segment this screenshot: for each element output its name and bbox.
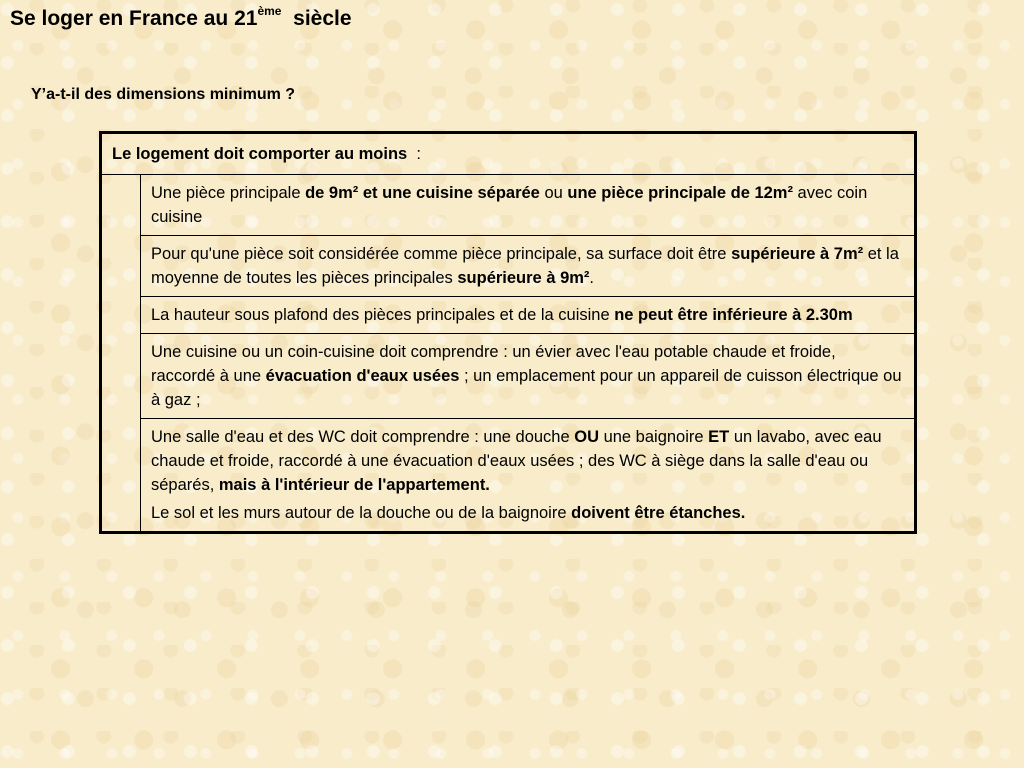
page-title-suffix: siècle bbox=[293, 7, 352, 30]
emphasis-text: supérieure à 9m² bbox=[457, 269, 590, 287]
body-text: ; un emplacement pour un appareil de cuisson électrique ou à gaz ; bbox=[151, 367, 902, 409]
requirement-cell bbox=[141, 175, 916, 236]
body-text: Pour qu'une pièce soit considérée comme pièce principale, sa surface doit être bbox=[151, 245, 732, 263]
page-title-superscript: ème bbox=[257, 4, 282, 18]
requirement-cell bbox=[141, 236, 916, 297]
page-title bbox=[10, 6, 352, 31]
body-text: Le sol et les murs autour de la douche ou de la baignoire bbox=[151, 504, 572, 522]
body-text: et la moyenne de toutes les pièces principales bbox=[151, 245, 899, 287]
requirement-text bbox=[151, 340, 904, 412]
requirements-table bbox=[99, 131, 917, 534]
requirement-cell bbox=[141, 297, 916, 334]
table-row bbox=[101, 334, 916, 419]
body-text: . bbox=[589, 269, 595, 287]
emphasis-text: ne peut être inférieure à 2.30m bbox=[614, 306, 853, 324]
body-text: Une salle d'eau et des WC doit comprendre : une douche bbox=[151, 428, 575, 446]
body-text: une baignoire bbox=[598, 428, 709, 446]
table-row bbox=[101, 297, 916, 334]
table-header-cell bbox=[101, 133, 916, 175]
requirement-text bbox=[151, 181, 904, 229]
body-text: Une cuisine ou un coin-cuisine doit comprendre : un évier avec l'eau potable chaude et froide, raccordé à une bbox=[151, 343, 836, 385]
table-header-colon: : bbox=[416, 145, 421, 163]
emphasis-text: mais à l'intérieur de l'appartement. bbox=[218, 476, 490, 494]
page-subtitle: Y’a-t-il des dimensions minimum ? bbox=[31, 86, 296, 103]
empty-margin-cell bbox=[101, 175, 141, 533]
requirement-cell bbox=[141, 334, 916, 419]
requirement-text bbox=[151, 425, 904, 497]
emphasis-text: OU bbox=[574, 428, 599, 446]
requirement-text bbox=[151, 242, 904, 290]
body-text: un lavabo, avec eau chaude et froide, raccordé à une évacuation d'eaux usées ; des WC à siège dans la salle d'eau ou séparés, bbox=[151, 428, 882, 494]
body-text: ou bbox=[539, 184, 568, 202]
body-text: Une pièce principale bbox=[151, 184, 306, 202]
table-header-row bbox=[101, 133, 916, 175]
requirement-text bbox=[151, 303, 904, 327]
emphasis-text: supérieure à 7m² bbox=[731, 245, 864, 263]
emphasis-text: évacuation d'eaux usées bbox=[265, 367, 460, 385]
table-row bbox=[101, 175, 916, 236]
table-row bbox=[101, 419, 916, 533]
page-title-text: Se loger en France au 21 bbox=[10, 7, 258, 30]
body-text: avec coin cuisine bbox=[151, 184, 868, 226]
requirement-cell bbox=[141, 419, 916, 533]
emphasis-text: une pièce principale de 12m² bbox=[567, 184, 793, 202]
emphasis-text: ET bbox=[708, 428, 730, 446]
emphasis-text: de 9m² et une cuisine séparée bbox=[305, 184, 540, 202]
table-header-text: Le logement doit comporter au moins bbox=[112, 145, 408, 163]
table-row bbox=[101, 236, 916, 297]
emphasis-text: doivent être étanches. bbox=[571, 504, 746, 522]
body-text: La hauteur sous plafond des pièces principales et de la cuisine bbox=[151, 306, 615, 324]
requirement-text bbox=[151, 501, 904, 525]
